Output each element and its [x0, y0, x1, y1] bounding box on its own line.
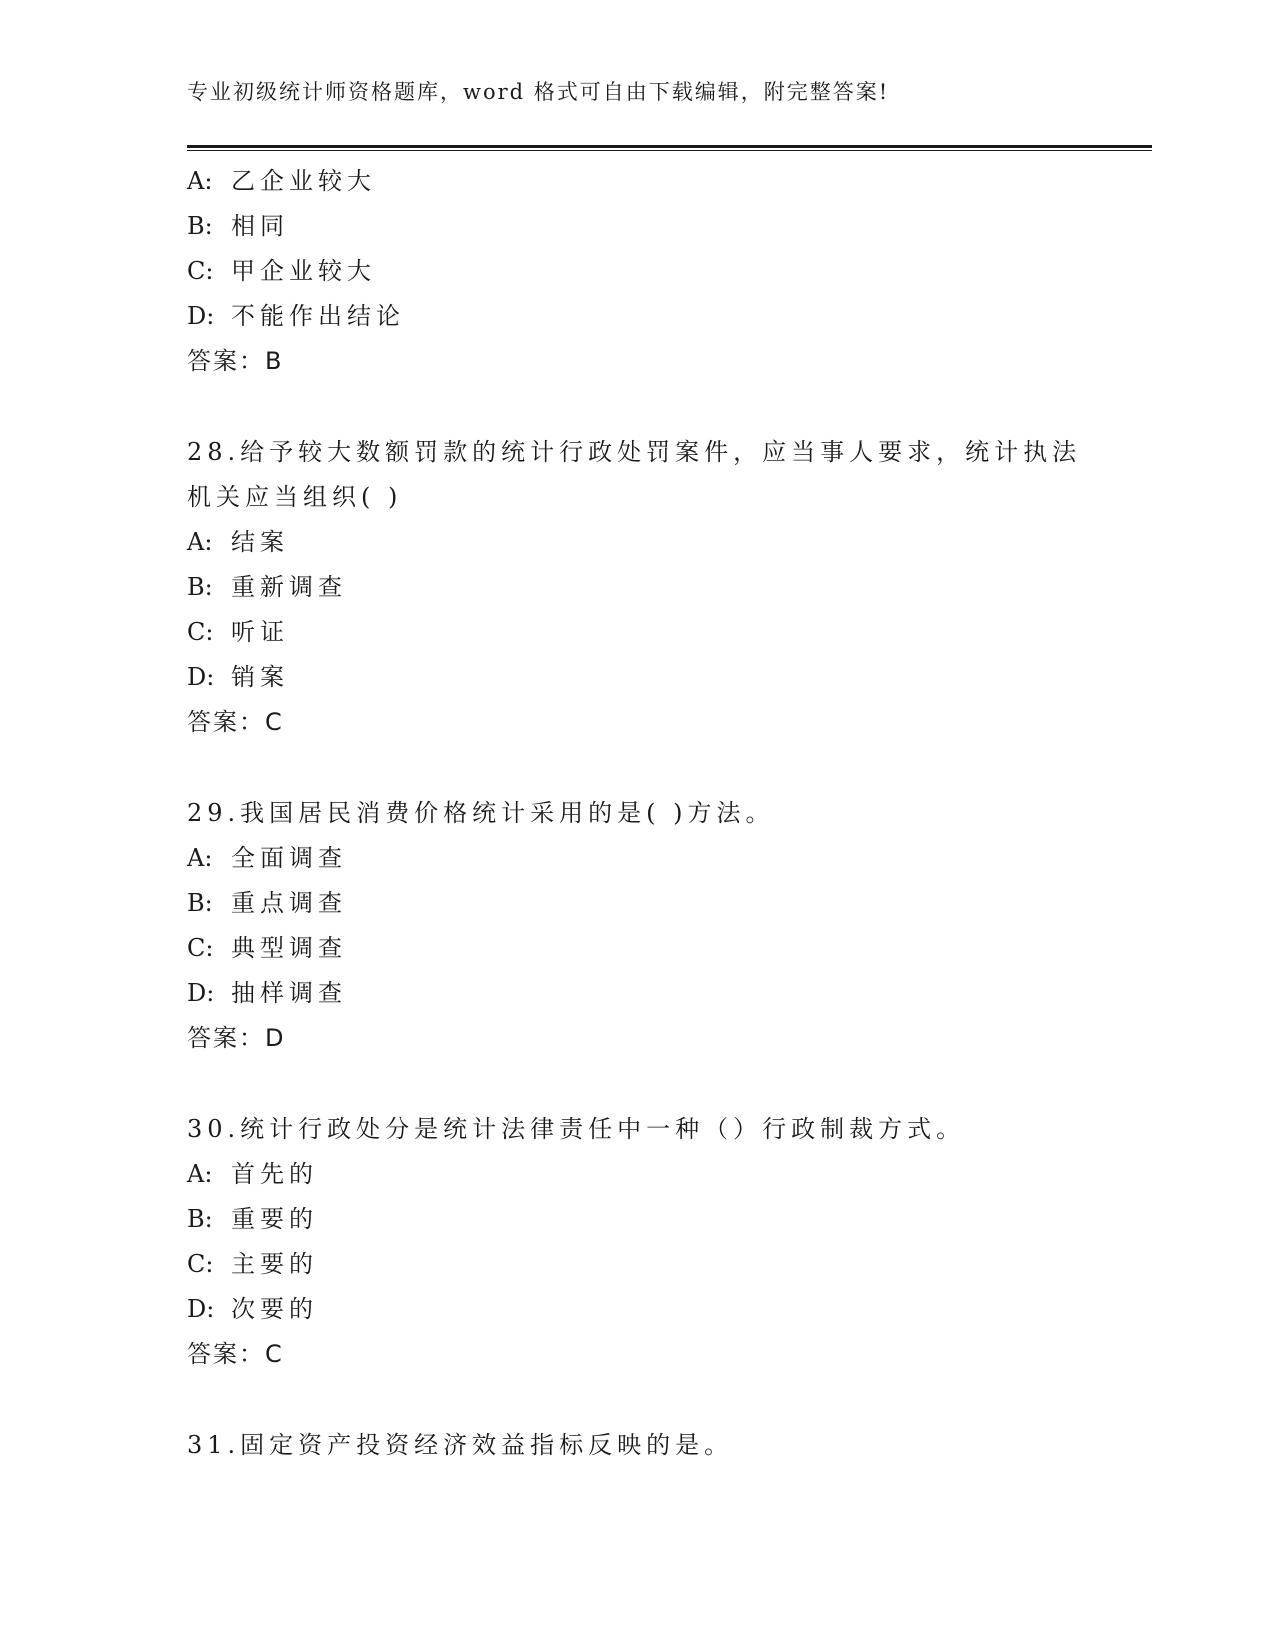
- option-d: [187, 971, 1087, 1016]
- option-letter: C:: [187, 1250, 214, 1278]
- page-header: 专业初级统计师资格题库，word 格式可自由下载编辑，附完整答案!: [187, 80, 890, 104]
- option-letter: C:: [187, 618, 214, 646]
- option-a: [187, 1152, 1087, 1197]
- option-a: [187, 159, 1087, 204]
- option-letter: D:: [187, 302, 215, 330]
- answer-line: 答案：D: [187, 1024, 286, 1052]
- option-text: 典型调查: [231, 934, 347, 962]
- option-text: 销案: [231, 663, 289, 691]
- option-letter: A:: [187, 844, 213, 872]
- option-text: 次要的: [231, 1295, 318, 1323]
- option-text: 主要的: [231, 1250, 318, 1278]
- question-29-stem: 29.我国居民消费价格统计采用的是( )方法。: [187, 799, 775, 827]
- option-letter: D:: [187, 663, 215, 691]
- option-letter: B:: [187, 889, 213, 917]
- question-content: [187, 159, 1087, 1468]
- option-text: 抽样调查: [231, 979, 347, 1007]
- option-b: [187, 204, 1087, 249]
- option-text: 听证: [231, 618, 289, 646]
- question-31-stem: 31.固定资产投资经济效益指标反映的是。: [187, 1431, 734, 1459]
- option-text: 全面调查: [231, 844, 347, 872]
- answer-line: 答案：C: [187, 1340, 284, 1368]
- option-c: [187, 1242, 1087, 1287]
- option-letter: A:: [187, 167, 213, 195]
- option-letter: B:: [187, 573, 213, 601]
- question-28-stem: 28.给予较大数额罚款的统计行政处罚案件，应当事人要求，统计执法: [187, 438, 1082, 466]
- option-d: [187, 294, 1087, 339]
- option-b: [187, 1197, 1087, 1242]
- option-text: 结案: [231, 528, 289, 556]
- question-28-stem-continued: 机关应当组织( ): [187, 483, 403, 511]
- option-c: [187, 249, 1087, 294]
- option-text: 首先的: [231, 1160, 318, 1188]
- option-a: [187, 520, 1087, 565]
- option-c: [187, 610, 1087, 655]
- option-letter: D:: [187, 979, 215, 1007]
- header-divider: [187, 145, 1152, 151]
- option-text: 重点调查: [231, 889, 347, 917]
- option-letter: A:: [187, 528, 213, 556]
- option-text: 甲企业较大: [231, 257, 376, 285]
- option-b: [187, 881, 1087, 926]
- option-text: 乙企业较大: [231, 167, 376, 195]
- option-letter: D:: [187, 1295, 215, 1323]
- option-c: [187, 926, 1087, 971]
- option-d: [187, 1287, 1087, 1332]
- option-a: [187, 836, 1087, 881]
- option-text: 相同: [231, 212, 289, 240]
- option-letter: A:: [187, 1160, 213, 1188]
- answer-line: 答案：B: [187, 347, 284, 375]
- option-letter: B:: [187, 1205, 213, 1233]
- option-letter: B:: [187, 212, 213, 240]
- question-30-stem: 30.统计行政处分是统计法律责任中一种（）行政制裁方式。: [187, 1115, 966, 1143]
- option-b: [187, 565, 1087, 610]
- option-text: 不能作出结论: [231, 302, 405, 330]
- option-letter: C:: [187, 257, 214, 285]
- option-d: [187, 655, 1087, 700]
- answer-line: 答案：C: [187, 708, 284, 736]
- option-text: 重要的: [231, 1205, 318, 1233]
- option-text: 重新调查: [231, 573, 347, 601]
- option-letter: C:: [187, 934, 214, 962]
